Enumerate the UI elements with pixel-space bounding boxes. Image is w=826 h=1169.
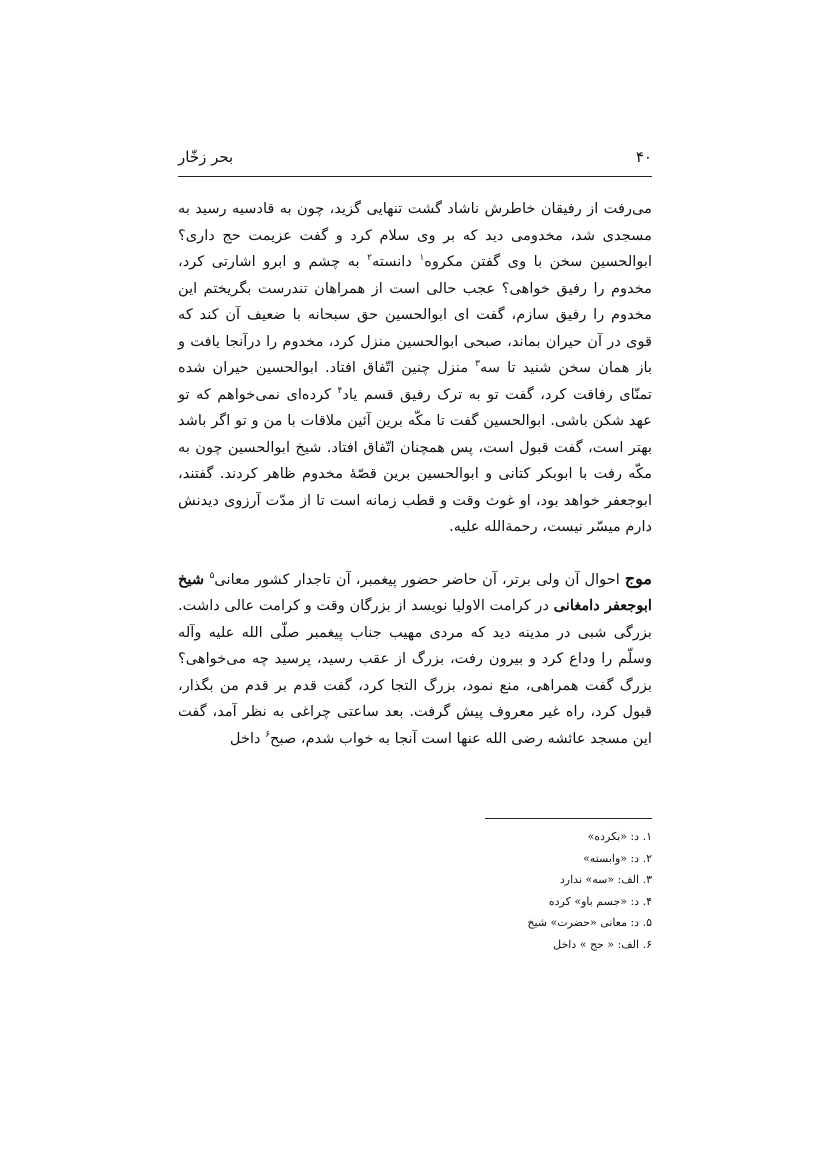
footnote-item: ۶. الف: « حج » داخل (553, 937, 652, 951)
footnotes (420, 826, 652, 955)
footnote-marker-1: ۱ (419, 253, 425, 264)
footnote-marker-5: ۵ (209, 570, 215, 581)
footnote-marker-3: ۳ (475, 359, 481, 370)
main-text (178, 196, 652, 752)
text-segment: در کرامت الاولیا نویسد از بزرگان وقت و کرامت عالی داشت. بزرگی شبی در مدینه دید که مردی مهیب جناب پیغمبر صلّی الله علیه وآله وسلّم را وداع کرد و بیرون رفت، بزرگ از عقب رسید، پرسید چه می‌خواهی؟ بزرگ گفت همراهی، منع نمود، بزرگ التجا کرد، گفت قدم بر قدم من بگذار، قبول کرد، راه غیر معروف پیش گرفت. بعد ساعتی چراغی به نظر آمد، گفت این مسجد عائشه رضی الله عنها است آنجا به خواب شدم، صبح (178, 597, 652, 747)
running-title: بحر زخّار (178, 148, 234, 166)
page-header (178, 148, 652, 174)
footnote-rule (485, 818, 652, 819)
footnote-item: ۴. د: «جسم باو» کرده (548, 894, 652, 908)
footnote-marker-6: ۶ (265, 729, 271, 740)
text-segment: دانسته (371, 253, 420, 270)
footnote-item: ۵. د: معانی «حضرت» شیخ (527, 916, 652, 929)
paragraph-2 (178, 566, 652, 753)
paragraph-1 (178, 196, 652, 541)
bold-name: شیخ ابوجعفر دامغانی (178, 570, 652, 614)
text-segment: داخل (229, 729, 266, 747)
text-segment: منزل چنین اتّفاق افتاد. ابوالحسین حیران شده تمنّای رفاقت کرد، گفت تو به ترک رفیق قسم یاد (178, 359, 652, 403)
footnote-marker-2: ۲ (367, 253, 372, 264)
text-segment: می‌رفت از رفیقان خاطرش ناشاد گشت تنهایی گزید، چون به قادسیه رسید به مسجدی شد، مخدومی دید که بر وی سلام کرد و گفت عزیمت حج داری؟ ابوالحسین سخن با وی گفتن مکروه (178, 200, 652, 270)
section-lead-word: موج (624, 568, 652, 588)
header-rule (178, 176, 652, 177)
text-segment: به چشم و ابرو اشارتی کرد، مخدوم را رفیق خواهی؟ عجب حالی است از همراهان تندرست بگریختم این مخدوم را رفیق سازم، گفت ای ابوالحسین حق سبحانه با ضعیف آن کند که قوی در آن حیران بماند، صبحی ابوالحسین منزل کرد، مخدوم را درآنجا یافت و باز همان سخن شنید تا سه (178, 253, 653, 376)
footnote-marker-4: ۴ (337, 385, 343, 396)
page-number: ۴۰ (635, 148, 652, 166)
footnote-item: ۳. الف: «سه» ندارد (559, 873, 652, 886)
text-segment: کرده‌ای نمی‌خواهم که تو عهد شکن باشی. ابوالحسین گفت تا مکّه برین آئین ملاقات با من و تو اگر باشد بهتر است، گفت قبول است، پس همچنان اتّفاق افتاد. شیخ ابوالحسین چون به مکّه رفت با ابوبکر کتانی و ابوالحسین برین قصّهٔ مخدوم ظاهر کردند. گفتند، ابوجعفر خواهد بود، او غوث وقت و قطب زمانه است تا از مدّت آرزوی دیدنش دارم میسّر نیست، رحمةالله علیه. (178, 385, 652, 535)
footnote-item: ۲. د: «وابسته» (583, 851, 652, 865)
text-segment: احوال آن ولی برتر، آن حاضر حضور پیغمبر، آن تاجدار کشور معانی (214, 570, 625, 588)
footnote-item: ۱. د: «بکرده» (587, 830, 652, 843)
